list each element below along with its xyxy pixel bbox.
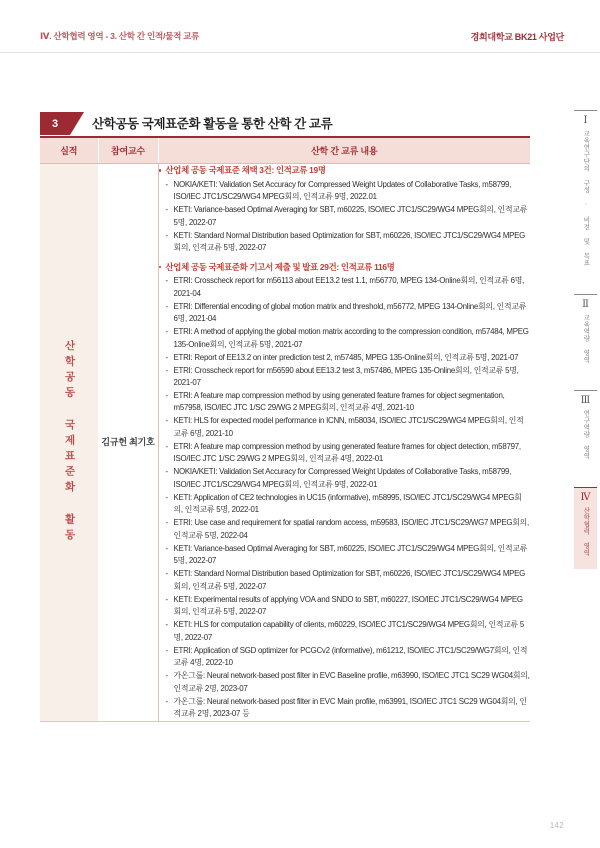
list-item: - KETI: Experimental results of applying VOA and SNDO to SBT, m60227, ISO/IEC JTC1/SC29/WG4 MPEG회의, 인적교류 5명, 2022-07 (159, 594, 531, 619)
chapter-tab-2[interactable] (574, 294, 597, 377)
column-header-performance: 실적 (40, 138, 98, 164)
list-item: - KETI: Application of CE2 technologies in UC15 (informative), m58995, ISO/IEC JTC1/SC29/WG4 MPEG회의, 인적교류 5명, 2022-01 (159, 492, 531, 517)
page-running-header (40, 30, 564, 52)
list-item: - NOKIA/KETI: Validation Set Accuracy for Compressed Weight Updates of Collaborative Tasks, m58799, ISO/IEC JTC1/SC29/WG4 MPEG회의, 인적교류 9명, 2022-01 (159, 466, 531, 491)
list-item: - ETRI: Report of EE13.2 on inter prediction test 2, m57485, MPEG 135-Online회의, 인적교류 5명, 2021-07 (159, 352, 531, 364)
header-organization: 경희대학교 BK21 사업단 (470, 32, 564, 42)
chapter-tab-1-label: 교육연구단의 구성 · 비전 및 목표 (582, 130, 590, 267)
content-group (159, 261, 531, 721)
list-item: - 가온그룹: Neural network-based post filter in EVC Main profile, m63991, ISO/IEC JTC1 SC29 WG04회의, 인적교류 2명, 2023-07 등 (159, 696, 531, 721)
list-item: - ETRI: Differential encoding of global motion matrix and threshold, m56772, MPEG 134-Online회의, 인적교류 6명, 2021-04 (159, 301, 531, 326)
list-item: - ETRI: A feature map compression method by using generated feature frames for object segmentation, m57958, ISO/IEC JTC 1/SC 29/WG 2 MPEG회의, 인적교류 4명, 2021-10 (159, 390, 531, 415)
chapter-tabs (570, 110, 600, 583)
section-number-badge: 3 (40, 112, 70, 135)
section-title: 산학공동 국제표준화 활동을 통한 산학 간 교류 (92, 117, 333, 131)
list-item: - KETI: HLS for expected model performance in ICNN, m58034, ISO/IEC JTC1/SC29/WG4 MPEG회의, 인적교류 6명, 2021-10 (159, 415, 531, 440)
list-item: - 가온그룹: Neural network-based post filter in EVC Baseline profile, m63990, ISO/IEC JTC1 SC29 WG04회의, 인적교류 2명, 2023-07 (159, 670, 531, 695)
chapter-tab-1-numeral: Ⅰ (583, 115, 588, 126)
list-item: - KETI: Variance-based Optimal Averaging for SBT, m60225, ISO/IEC JTC1/SC29/WG4 MPEG회의, 인적교류 5명, 2022-07 (159, 204, 531, 229)
header-breadcrumb: Ⅳ. 산학협력 영역 - 3. 산학 간 인적/물적 교류 (40, 31, 200, 41)
list-item: - ETRI: Crosscheck report for m56113 about EE13.2 test 1.1, m56770, MPEG 134-Online회의, 인적교류 6명, 2021-04 (159, 275, 531, 300)
list-item: - ETRI: Use case and requirement for spatial random access, m59583, ISO/IEC JTC1/SC29/WG7 MPEG회의, 인적교류 5명, 2022-04 (159, 517, 531, 542)
group-title: 산업체 공동 국제표준화 기고서 제출 및 발표 29건: 인적교류 116명 (159, 261, 531, 274)
table-header-row (40, 138, 530, 164)
list-item: - ETRI: Crosscheck report for m56590 about EE13.2 test 3, m57486, MPEG 135-Online회의, 인적교류 5명, 2021-07 (159, 365, 531, 390)
chapter-tab-4[interactable] (574, 487, 597, 570)
chapter-tab-1[interactable] (574, 110, 597, 280)
chapter-tab-4-numeral: Ⅳ (580, 491, 591, 503)
cell-professors: 김규헌 최기호 (98, 164, 158, 722)
header-divider (0, 52, 600, 53)
chapter-tab-3-label: 연구역량 영역 (582, 410, 590, 460)
chapter-tab-4-label: 산학협력 영역 (582, 506, 590, 557)
chapter-tab-3-numeral: Ⅲ (580, 395, 591, 407)
group-title: 산업체 공동 국제표준 채택 3건: 인적교류 19명 (159, 164, 531, 177)
page-number: 142 (549, 821, 564, 830)
list-item: - KETI: Variance-based Optimal Averaging for SBT, m60225, ISO/IEC JTC1/SC29/WG4 MPEG회의, 인적교류 5명, 2022-07 (159, 543, 531, 568)
section-badge-tail (70, 112, 84, 135)
list-item: - KETI: Standard Normal Distribution based Optimization for SBT, m60226, ISO/IEC JTC1/SC29/WG4 MPEG회의, 인적교류 5명, 2022-07 (159, 230, 531, 255)
column-header-professors: 참여교수 (98, 138, 158, 164)
list-item: - NOKIA/KETI: Validation Set Accuracy for Compressed Weight Updates of Collaborative Tasks, m58799, ISO/IEC JTC1/SC29/WG4 MPEG회의, 인적교류 9명, 2022.01 (159, 179, 531, 204)
table-row (40, 164, 530, 722)
section-heading (40, 112, 530, 136)
chapter-tab-3[interactable] (574, 390, 597, 473)
chapter-tab-2-label: 교육역량 영역 (582, 313, 590, 364)
list-item: - ETRI: A method of applying the global motion matrix according to the compression condition, m57484, MPEG 135-Online회의, 인적교류 5명, 2021-07 (159, 326, 531, 351)
list-item: - KETI: HLS for computation capability of clients, m60229, ISO/IEC JTC1/SC29/WG4 MPEG회의, 인적교류 5명, 2022-07 (159, 619, 531, 644)
list-item: - ETRI: Application of SGD optimizer for PCGCv2 (informative), m61212, ISO/IEC JTC1/SC29/WG7회의, 인적교류 4명, 2022-10 (159, 645, 531, 670)
list-item: - KETI: Standard Normal Distribution based Optimization for SBT, m60226, ISO/IEC JTC1/SC29/WG4 MPEG회의, 인적교류 5명, 2022-07 (159, 568, 531, 593)
exchange-table (40, 138, 530, 722)
column-header-content: 산학 간 교류 내용 (158, 138, 530, 164)
chapter-tab-2-numeral: Ⅱ (582, 298, 589, 310)
cell-performance (40, 164, 98, 722)
cell-exchange-content (158, 164, 530, 722)
performance-vertical-label: 산학공동 국제표준화 활동 (63, 340, 76, 545)
content-group (159, 164, 531, 255)
list-item: - ETRI: A feature map compression method by using generated feature frames for object detection, m58797, ISO/IEC JTC 1/SC 29/WG 2 MPEG회의, 인적교류 4명, 2022-01 (159, 441, 531, 466)
